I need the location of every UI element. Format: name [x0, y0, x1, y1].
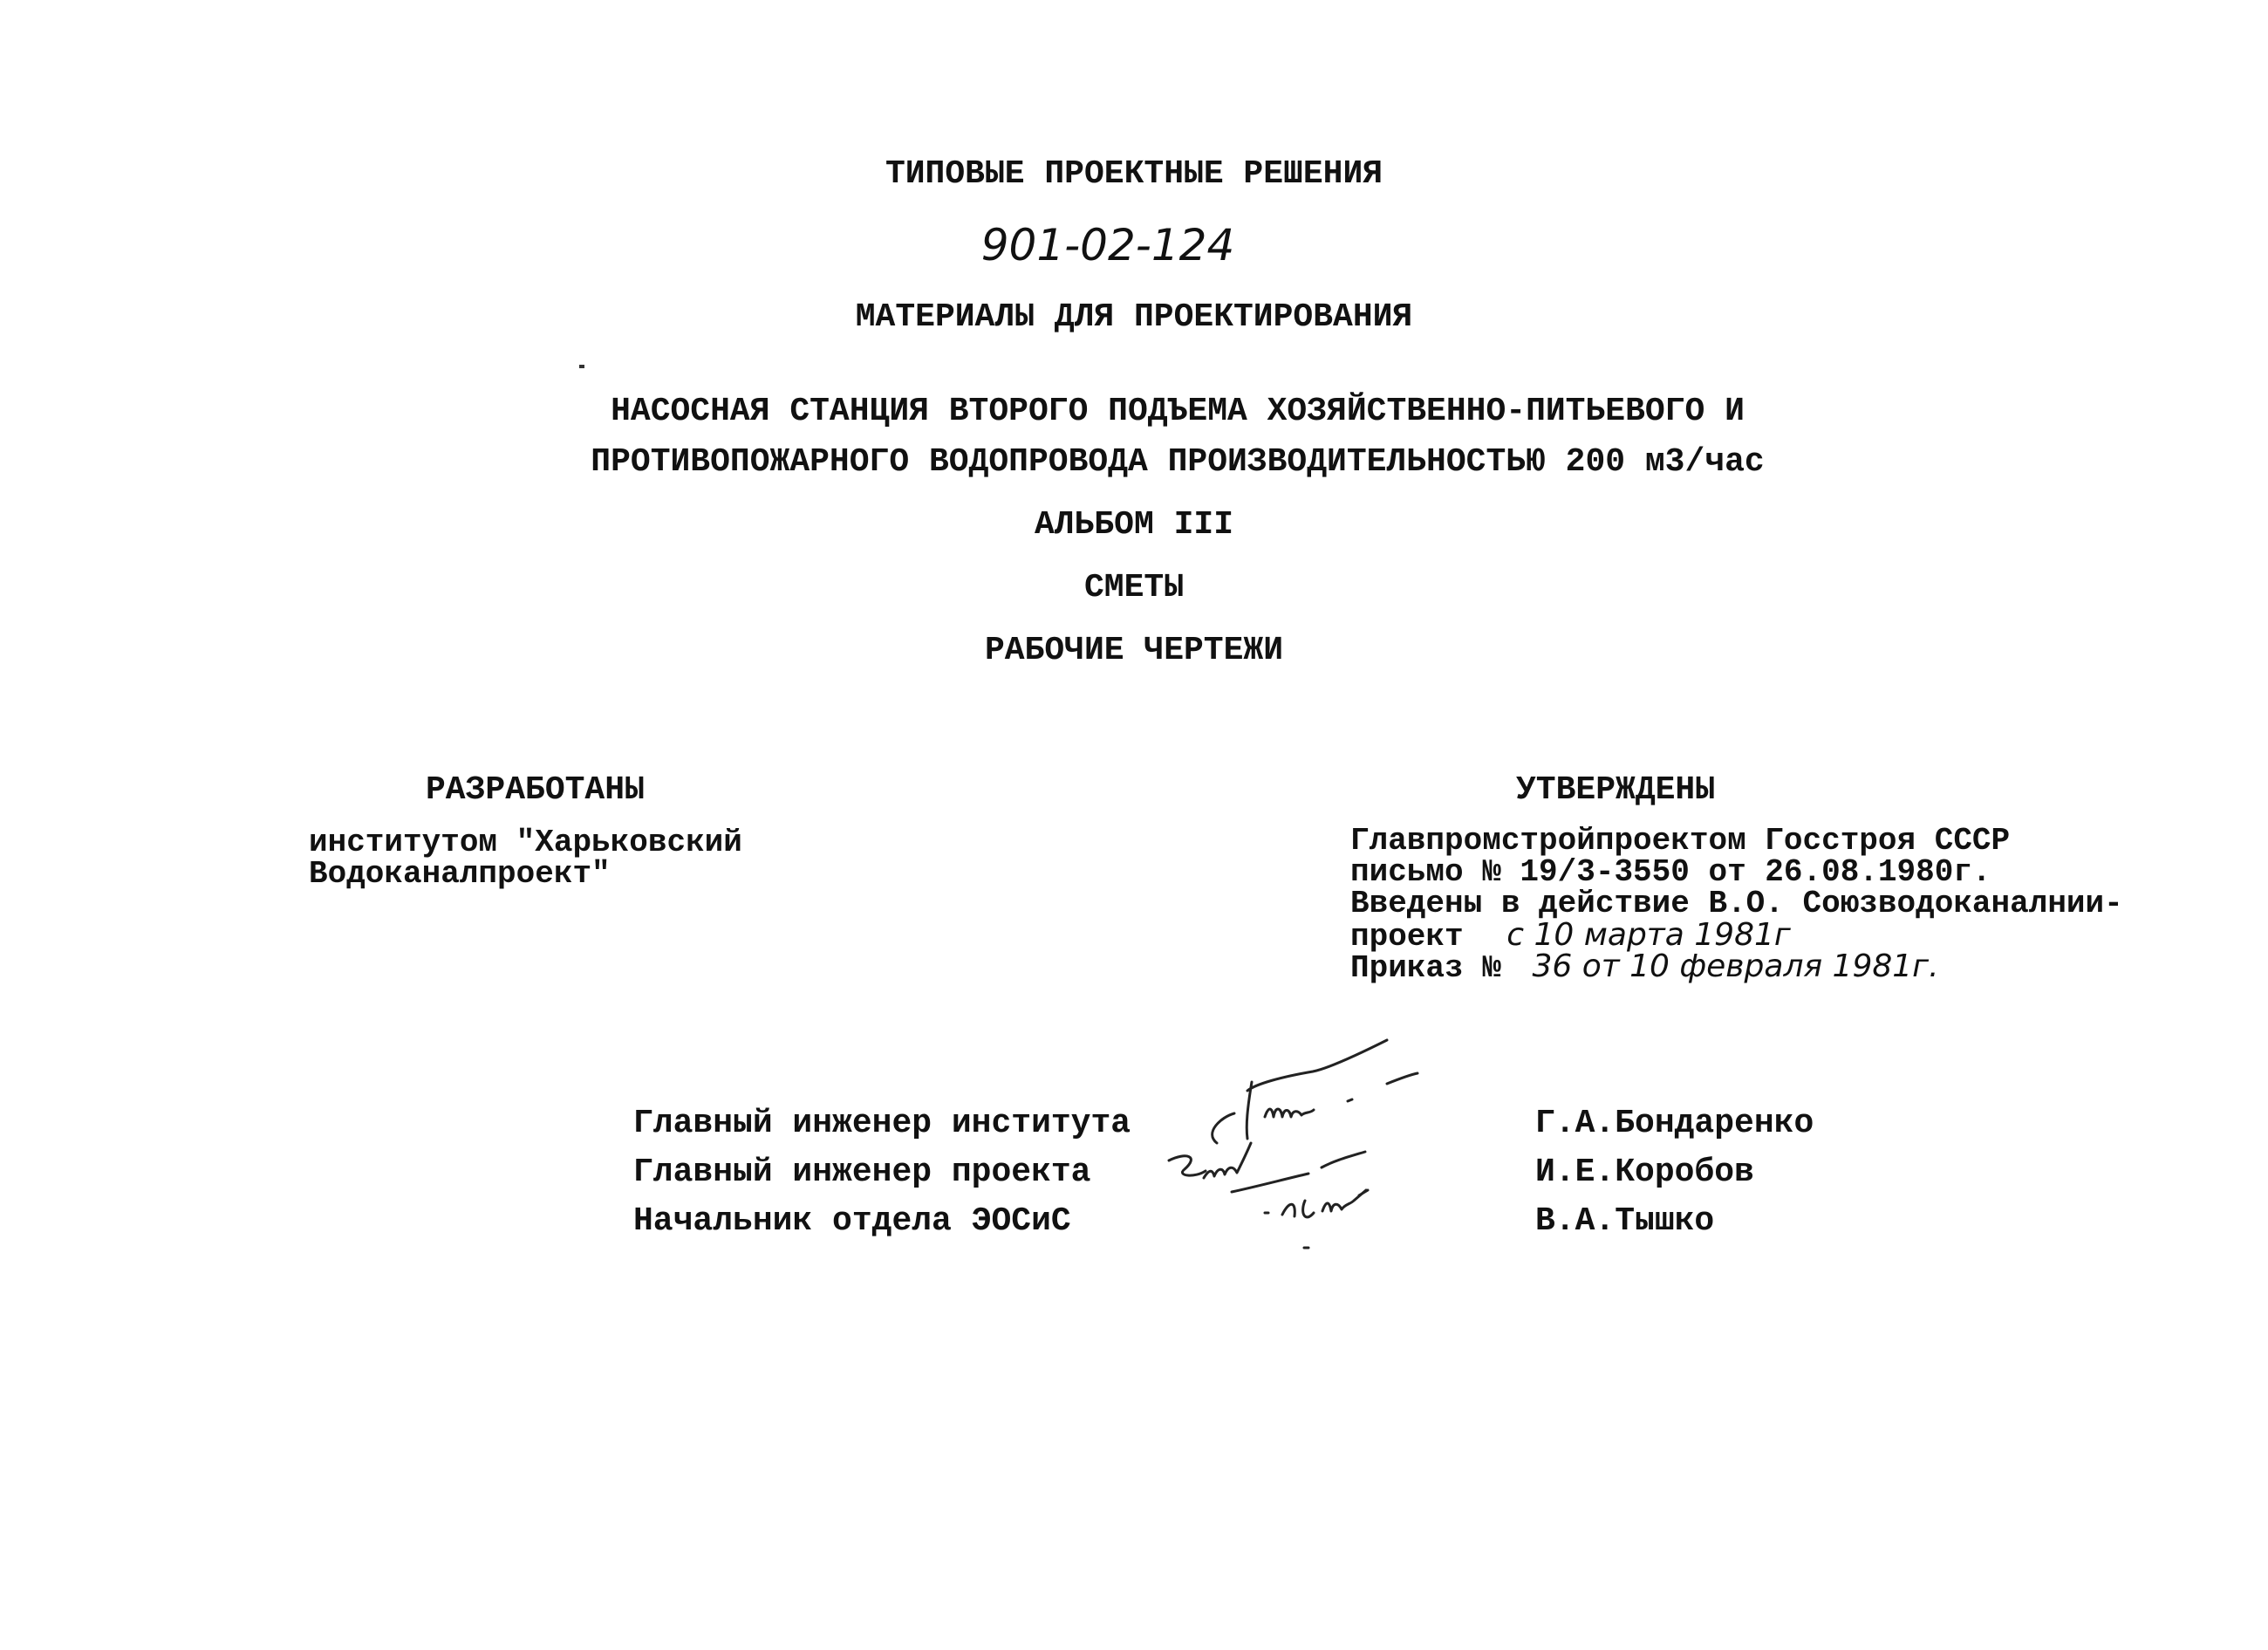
developed-line-2: Водоканалпроект": [309, 856, 611, 892]
estimates-heading: СМЕТЫ: [1083, 569, 1185, 606]
album-heading: АЛЬБОМ III: [1034, 506, 1234, 544]
working-drawings-heading: РАБОЧИЕ ЧЕРТЕЖИ: [984, 632, 1284, 669]
signature-graphics: [1151, 1030, 1465, 1274]
signatory-name-3: В.А.Тышко: [1535, 1202, 1715, 1240]
approved-line-3: Введены в действие В.О. Союзводоканалнии-: [1350, 886, 2123, 921]
approved-line-5: [1350, 948, 1939, 986]
developed-line-1: институтом "Харьковский: [309, 825, 742, 860]
signatory-role-1: Главный инженер института: [633, 1105, 1131, 1142]
approved-line-4-typed: проект: [1350, 919, 1464, 955]
signatory-role-2: Главный инженер проекта: [633, 1154, 1091, 1191]
approved-line-5-typed: Приказ №: [1350, 950, 1501, 986]
approved-line-4-handwritten: с 10 марта 1981г: [1506, 917, 1791, 953]
signatory-name-1: Г.А.Бондаренко: [1535, 1105, 1814, 1142]
title-line-2: ПРОТИВОПОЖАРНОГО ВОДОПРОВОДА ПРОИЗВОДИТЕЛЬНОСТЬЮ 200 м3/час: [591, 443, 1765, 481]
title-line-1: НАСОСНАЯ СТАНЦИЯ ВТОРОГО ПОДЪЕМА ХОЗЯЙСТВЕННО-ПИТЬЕВОГО И: [611, 393, 1745, 430]
developed-heading: РАЗРАБОТАНЫ: [426, 771, 645, 809]
scan-speck: [579, 365, 584, 368]
approved-line-1: Главпромстройпроектом Госстроя СССР: [1350, 823, 2011, 859]
series-heading: ТИПОВЫЕ ПРОЕКТНЫЕ РЕШЕНИЯ: [885, 155, 1383, 193]
materials-heading: МАТЕРИАЛЫ ДЛЯ ПРОЕКТИРОВАНИЯ: [855, 298, 1413, 336]
project-code: 901-02-124: [980, 220, 1235, 270]
signatory-name-2: И.Е.Коробов: [1535, 1154, 1754, 1191]
approved-line-2: письмо № 19/3-3550 от 26.08.1980г.: [1350, 854, 1991, 890]
approved-line-5-handwritten: 36 от 10 февраля 1981г.: [1532, 948, 1939, 984]
approved-heading: УТВЕРЖДЕНЫ: [1516, 771, 1716, 809]
signatory-role-3: Начальник отдела ЭОСиС: [633, 1202, 1071, 1240]
